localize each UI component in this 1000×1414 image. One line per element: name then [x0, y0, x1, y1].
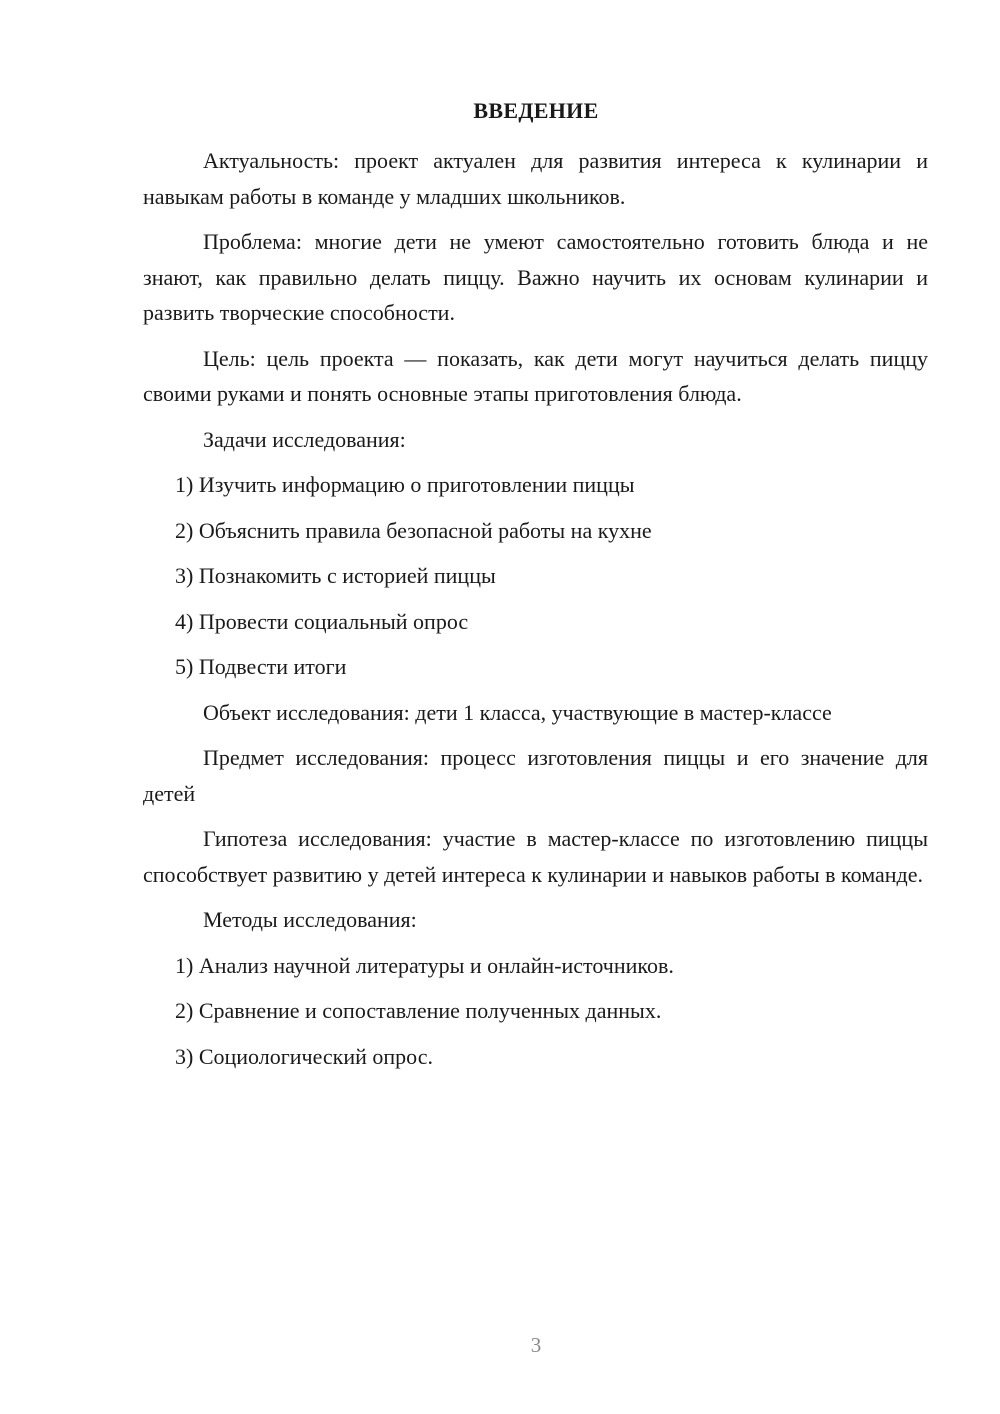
method-item: 3) Социологический опрос.	[175, 1043, 433, 1069]
methods-label: Методы исследования:	[203, 907, 417, 932]
task-item: 2) Объяснить правила безопасной работы на кухне	[175, 517, 652, 543]
problem-paragraph: Проблема: многие дети не умеют самостоятельно готовить блюда и не знают, как правильно делать пиццу. Важно научить их основам кулинарии и развить творческие способности.	[143, 229, 928, 325]
document-body	[143, 143, 928, 1074]
method-item: 1) Анализ научной литературы и онлайн-источников.	[175, 952, 674, 978]
tasks-label: Задачи исследования:	[203, 426, 406, 452]
task-item: 1) Изучить информацию о приготовлении пиццы	[175, 472, 635, 497]
object-paragraph: Объект исследования: дети 1 класса, участвующие в мастер-классе	[203, 699, 832, 725]
hypothesis-paragraph: Гипотеза исследования: участие в мастер-классе по изготовлению пиццы способствует развитию у детей интереса к кулинарии и навыков работы в команде.	[143, 826, 928, 887]
subject-paragraph: Предмет исследования: процесс изготовления пиццы и его значение для детей	[143, 745, 928, 806]
method-item: 2) Сравнение и сопоставление полученных данных.	[175, 998, 662, 1023]
task-item: 4) Провести социальный опрос	[175, 608, 469, 634]
page-title: ВВЕДЕНИЕ	[473, 98, 599, 123]
relevance-paragraph: Актуальность: проект актуален для развития интереса к кулинарии и навыкам работы в команде у младших школьников.	[143, 148, 928, 209]
page-number: 3	[530, 1333, 542, 1357]
task-item: 3) Познакомить с историей пиццы	[175, 563, 496, 588]
goal-paragraph: Цель: цель проекта — показать, как дети могут научиться делать пиццу своими руками и понять основные этапы приготовления блюда.	[143, 345, 928, 406]
task-item: 5) Подвести итоги	[175, 654, 347, 679]
